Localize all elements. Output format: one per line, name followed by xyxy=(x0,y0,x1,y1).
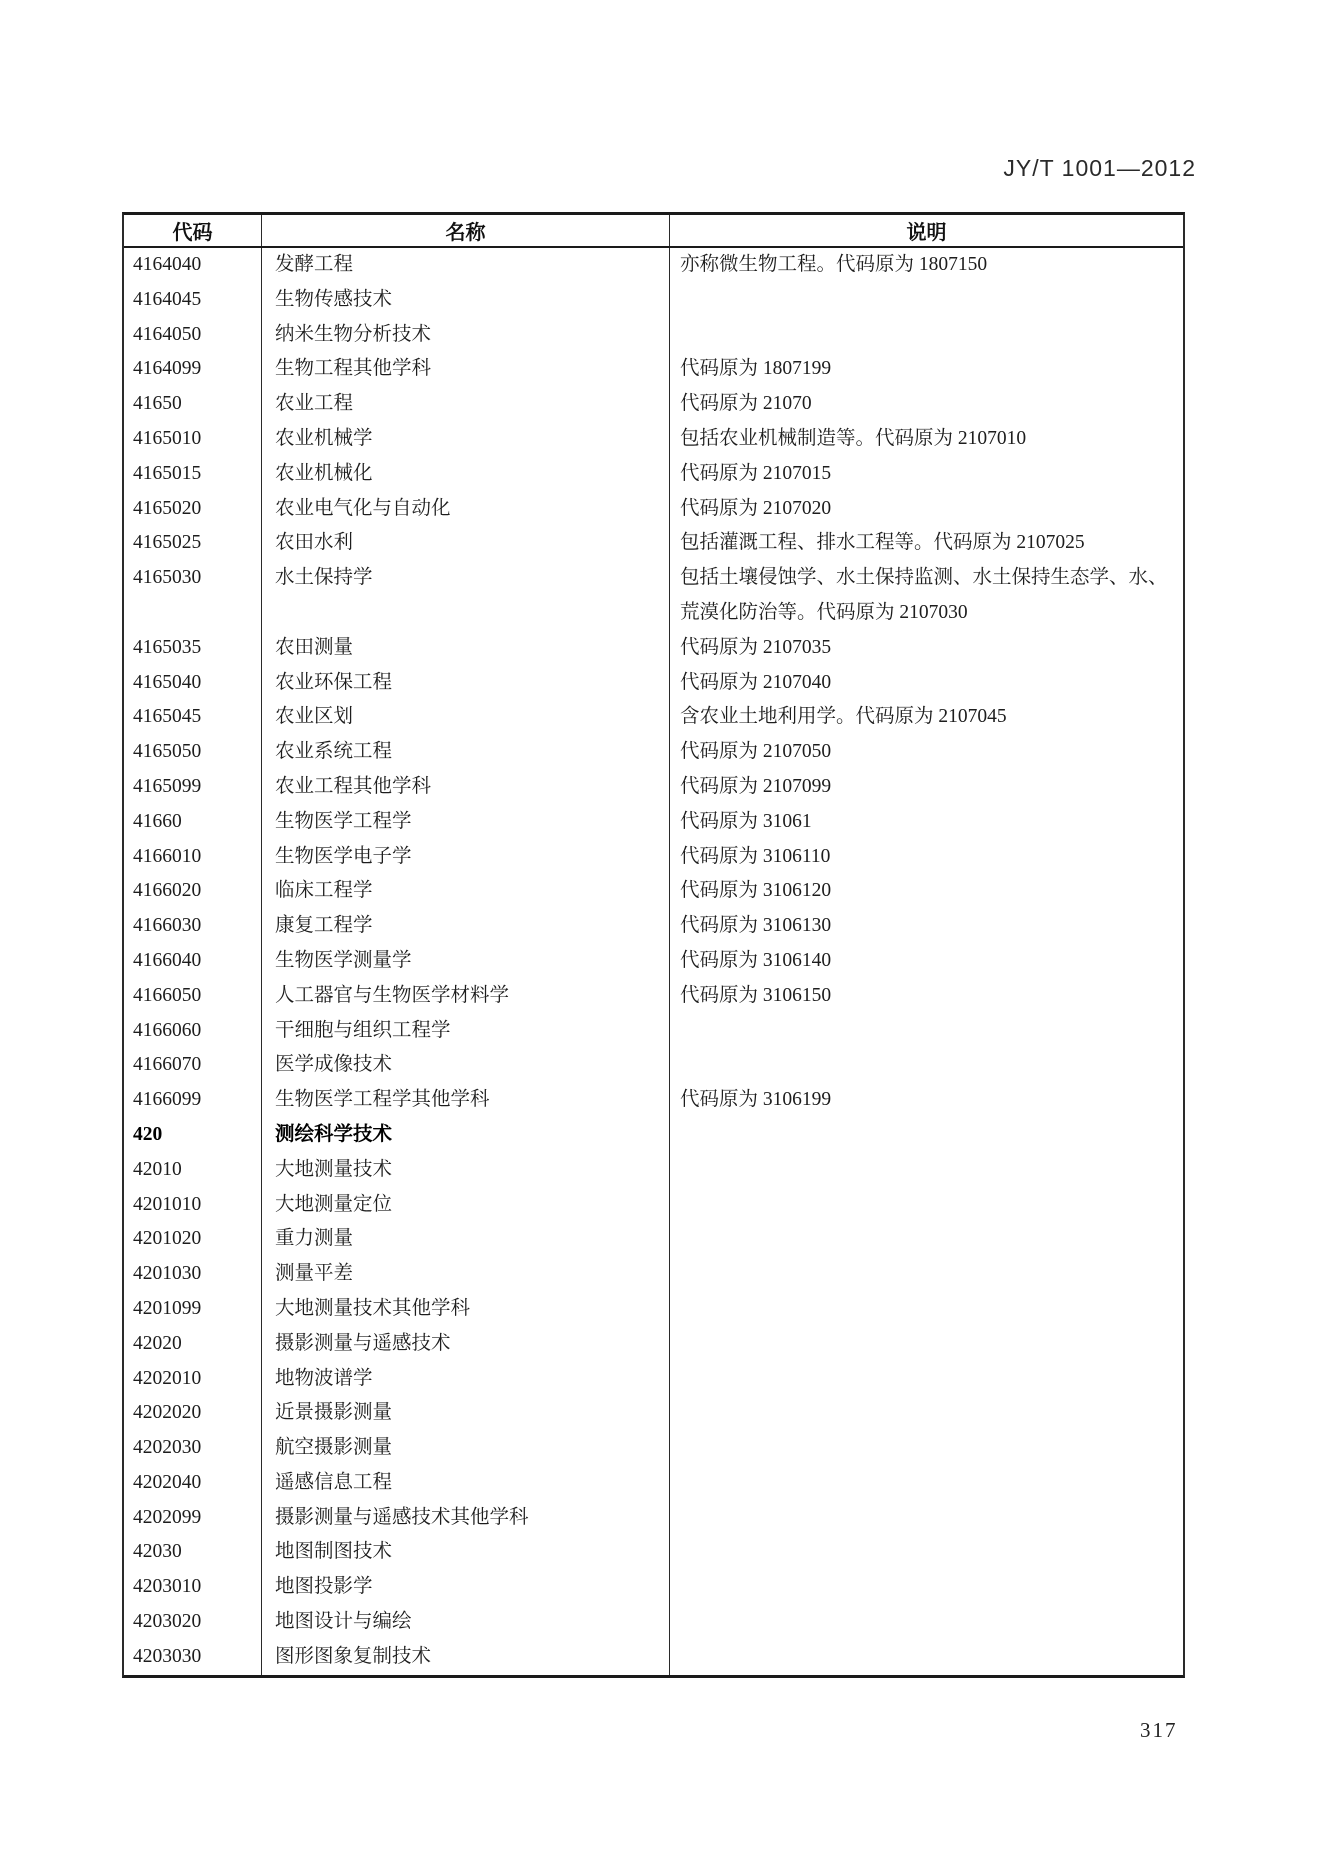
description-cell xyxy=(669,1431,1183,1466)
code-cell: 42020 xyxy=(133,1332,182,1354)
description-cell xyxy=(669,1048,1183,1083)
column-header-description: 说明 xyxy=(669,215,1183,246)
table-row xyxy=(124,979,1183,1014)
description-cell xyxy=(669,1118,1183,1153)
code-cell: 4165035 xyxy=(133,636,202,658)
name-cell: 农业工程其他学科 xyxy=(261,770,669,805)
description-cell: 代码原为 2107050 xyxy=(669,735,1183,770)
description-cell xyxy=(669,1327,1183,1362)
table-row xyxy=(124,352,1183,387)
code-cell: 4164045 xyxy=(133,288,202,310)
description-cell xyxy=(669,1570,1183,1605)
code-cell: 4165050 xyxy=(133,741,202,763)
code-cell: 42010 xyxy=(133,1158,182,1180)
name-cell: 生物医学电子学 xyxy=(261,840,669,875)
table-row xyxy=(124,700,1183,735)
name-cell: 生物医学测量学 xyxy=(261,944,669,979)
table-row xyxy=(124,1083,1183,1118)
code-cell: 4201030 xyxy=(133,1263,202,1285)
code-cell: 4166099 xyxy=(133,1089,202,1111)
code-cell: 4203010 xyxy=(133,1576,202,1598)
table-row xyxy=(124,1014,1183,1049)
name-cell: 地物波谱学 xyxy=(261,1362,669,1397)
table-row xyxy=(124,805,1183,840)
description-cell: 代码原为 2107099 xyxy=(669,770,1183,805)
description-cell xyxy=(669,1153,1183,1188)
table-row xyxy=(124,1327,1183,1362)
description-cell: 代码原为 3106120 xyxy=(669,874,1183,909)
name-cell: 大地测量技术 xyxy=(261,1153,669,1188)
table-row xyxy=(124,770,1183,805)
table-row xyxy=(124,526,1183,561)
table-body xyxy=(124,248,1183,1675)
name-cell: 大地测量定位 xyxy=(261,1188,669,1223)
name-cell: 农业系统工程 xyxy=(261,735,669,770)
table-row xyxy=(124,1466,1183,1501)
description-cell xyxy=(669,1014,1183,1049)
code-cell: 4165025 xyxy=(133,532,202,554)
code-cell: 4164050 xyxy=(133,323,202,345)
description-cell: 代码原为 21070 xyxy=(669,387,1183,422)
classification-table xyxy=(122,212,1185,1678)
name-cell: 生物医学工程学其他学科 xyxy=(261,1083,669,1118)
table-row xyxy=(124,1257,1183,1292)
code-cell: 4166020 xyxy=(133,880,202,902)
table-row xyxy=(124,1501,1183,1536)
table-row xyxy=(124,735,1183,770)
table-row xyxy=(124,1292,1183,1327)
description-cell: 代码原为 3106140 xyxy=(669,944,1183,979)
name-cell: 测绘科学技术 xyxy=(261,1118,669,1153)
description-cell: 代码原为 2107040 xyxy=(669,666,1183,701)
table-row xyxy=(124,874,1183,909)
table-row xyxy=(124,248,1183,283)
name-cell: 航空摄影测量 xyxy=(261,1431,669,1466)
description-cell: 代码原为 1807199 xyxy=(669,352,1183,387)
description-cell: 包括灌溉工程、排水工程等。代码原为 2107025 xyxy=(669,526,1183,561)
table-row xyxy=(124,1431,1183,1466)
description-cell: 代码原为 2107020 xyxy=(669,492,1183,527)
description-cell xyxy=(669,1222,1183,1257)
description-cell: 代码原为 3106110 xyxy=(669,840,1183,875)
table-row xyxy=(124,1153,1183,1188)
code-cell: 4202040 xyxy=(133,1471,202,1493)
table-row xyxy=(124,283,1183,318)
name-cell: 重力测量 xyxy=(261,1222,669,1257)
name-cell: 发酵工程 xyxy=(261,248,669,283)
name-cell: 图形图象复制技术 xyxy=(261,1640,669,1675)
code-cell: 4202020 xyxy=(133,1402,202,1424)
name-cell: 摄影测量与遥感技术 xyxy=(261,1327,669,1362)
code-cell: 4201099 xyxy=(133,1297,202,1319)
code-cell: 4164099 xyxy=(133,358,202,380)
name-cell: 遥感信息工程 xyxy=(261,1466,669,1501)
table-row xyxy=(124,561,1183,631)
code-cell: 4165020 xyxy=(133,497,202,519)
name-cell: 农业区划 xyxy=(261,700,669,735)
code-cell: 4166010 xyxy=(133,845,202,867)
code-cell: 4166040 xyxy=(133,949,202,971)
table-row xyxy=(124,1222,1183,1257)
description-cell xyxy=(669,1605,1183,1640)
description-cell xyxy=(669,1257,1183,1292)
name-cell: 大地测量技术其他学科 xyxy=(261,1292,669,1327)
description-cell xyxy=(669,1466,1183,1501)
name-cell: 地图投影学 xyxy=(261,1570,669,1605)
name-cell: 医学成像技术 xyxy=(261,1048,669,1083)
table-row xyxy=(124,1188,1183,1223)
description-cell: 代码原为 31061 xyxy=(669,805,1183,840)
code-cell: 4166050 xyxy=(133,984,202,1006)
code-cell: 41650 xyxy=(133,393,182,415)
description-cell: 代码原为 3106130 xyxy=(669,909,1183,944)
code-cell: 4201020 xyxy=(133,1228,202,1250)
table-row xyxy=(124,1605,1183,1640)
table-row xyxy=(124,1362,1183,1397)
description-cell: 代码原为 2107015 xyxy=(669,457,1183,492)
code-cell: 4164040 xyxy=(133,254,202,275)
table-row xyxy=(124,944,1183,979)
code-cell: 41660 xyxy=(133,810,182,832)
code-cell: 4165015 xyxy=(133,462,202,484)
table-row xyxy=(124,1570,1183,1605)
code-cell: 4203030 xyxy=(133,1645,202,1667)
code-cell: 42030 xyxy=(133,1541,182,1563)
name-cell: 农田水利 xyxy=(261,526,669,561)
table-row xyxy=(124,1535,1183,1570)
name-cell: 生物医学工程学 xyxy=(261,805,669,840)
code-cell: 420 xyxy=(133,1123,163,1145)
description-cell xyxy=(669,1292,1183,1327)
table-row xyxy=(124,631,1183,666)
name-cell: 临床工程学 xyxy=(261,874,669,909)
code-cell: 4202030 xyxy=(133,1437,202,1459)
code-cell: 4165045 xyxy=(133,706,202,728)
description-cell: 亦称微生物工程。代码原为 1807150 xyxy=(669,248,1183,283)
description-cell: 包括土壤侵蚀学、水土保持监测、水土保持生态学、水、荒漠化防治等。代码原为 2107030 xyxy=(669,561,1183,631)
table-row xyxy=(124,422,1183,457)
column-header-code: 代码 xyxy=(172,222,213,244)
table-row xyxy=(124,457,1183,492)
name-cell: 纳米生物分析技术 xyxy=(261,318,669,353)
description-cell xyxy=(669,1535,1183,1570)
page-number: 317 xyxy=(1140,1718,1178,1742)
table-row xyxy=(124,318,1183,353)
table-row xyxy=(124,666,1183,701)
name-cell: 水土保持学 xyxy=(261,561,669,631)
name-cell: 农业环保工程 xyxy=(261,666,669,701)
standard-code-header: JY/T 1001—2012 xyxy=(1003,155,1196,181)
name-cell: 生物传感技术 xyxy=(261,283,669,318)
name-cell: 地图制图技术 xyxy=(261,1535,669,1570)
table-row xyxy=(124,840,1183,875)
code-cell: 4165099 xyxy=(133,775,202,797)
description-cell: 代码原为 2107035 xyxy=(669,631,1183,666)
table-row xyxy=(124,387,1183,422)
description-cell xyxy=(669,1501,1183,1536)
description-cell: 含农业土地利用学。代码原为 2107045 xyxy=(669,700,1183,735)
description-cell xyxy=(669,318,1183,353)
description-cell xyxy=(669,1396,1183,1431)
code-cell: 4165040 xyxy=(133,671,202,693)
name-cell: 干细胞与组织工程学 xyxy=(261,1014,669,1049)
code-cell: 4166060 xyxy=(133,1019,202,1041)
table-row xyxy=(124,909,1183,944)
name-cell: 地图设计与编绘 xyxy=(261,1605,669,1640)
name-cell: 生物工程其他学科 xyxy=(261,352,669,387)
code-cell: 4202010 xyxy=(133,1367,202,1389)
description-cell: 代码原为 3106199 xyxy=(669,1083,1183,1118)
table-row xyxy=(124,1118,1183,1153)
description-cell xyxy=(669,1640,1183,1675)
code-cell: 4202099 xyxy=(133,1506,202,1528)
table-row xyxy=(124,1640,1183,1675)
table-row xyxy=(124,1396,1183,1431)
column-header-name: 名称 xyxy=(261,215,669,246)
code-cell: 4165010 xyxy=(133,427,202,449)
name-cell: 测量平差 xyxy=(261,1257,669,1292)
table-row xyxy=(124,1048,1183,1083)
name-cell: 农业工程 xyxy=(261,387,669,422)
code-cell: 4166070 xyxy=(133,1054,202,1076)
name-cell: 农业机械学 xyxy=(261,422,669,457)
table-header-row xyxy=(124,215,1183,248)
description-cell xyxy=(669,283,1183,318)
description-cell: 代码原为 3106150 xyxy=(669,979,1183,1014)
name-cell: 近景摄影测量 xyxy=(261,1396,669,1431)
description-cell: 包括农业机械制造等。代码原为 2107010 xyxy=(669,422,1183,457)
code-cell: 4201010 xyxy=(133,1193,202,1215)
description-cell xyxy=(669,1188,1183,1223)
table-row xyxy=(124,492,1183,527)
code-cell: 4165030 xyxy=(133,567,202,589)
code-cell: 4166030 xyxy=(133,915,202,937)
description-cell xyxy=(669,1362,1183,1397)
code-cell: 4203020 xyxy=(133,1611,202,1633)
name-cell: 农田测量 xyxy=(261,631,669,666)
name-cell: 农业机械化 xyxy=(261,457,669,492)
name-cell: 摄影测量与遥感技术其他学科 xyxy=(261,1501,669,1536)
name-cell: 人工器官与生物医学材料学 xyxy=(261,979,669,1014)
name-cell: 康复工程学 xyxy=(261,909,669,944)
name-cell: 农业电气化与自动化 xyxy=(261,492,669,527)
